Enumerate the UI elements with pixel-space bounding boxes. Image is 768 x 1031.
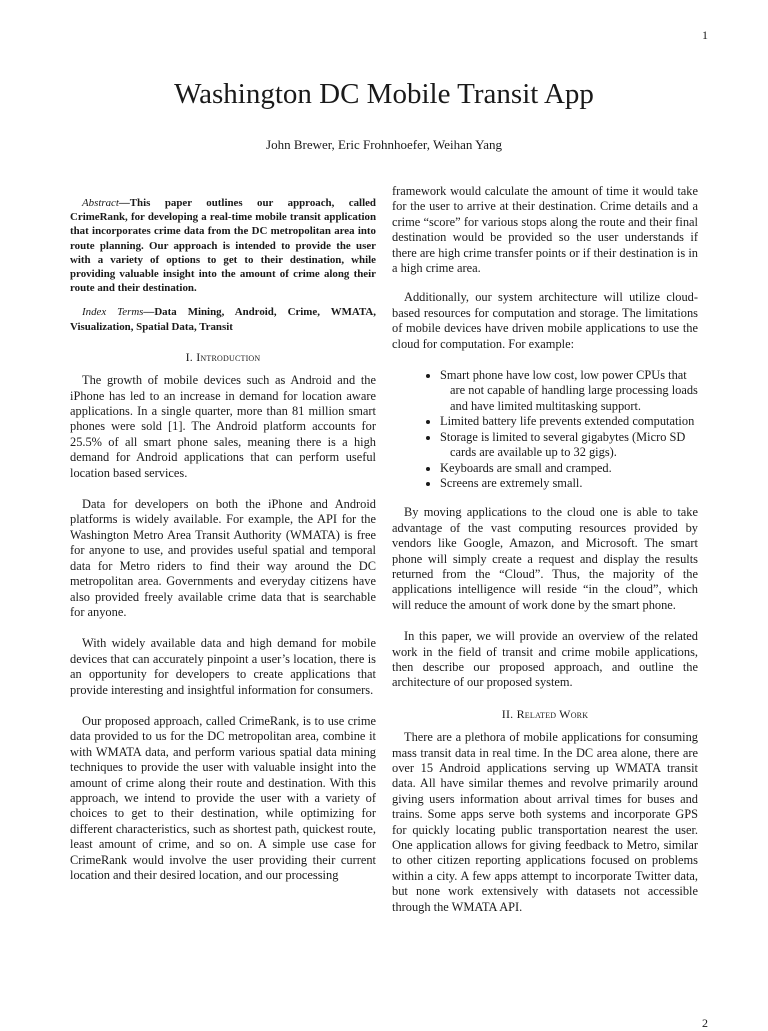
abstract-text: —This paper outlines our approach, called CrimeRank, for developing a real-time mobile transit application that incorporates crime data from the DC metropolitan area into route planning. Our approach is intended to provide the user with a variety of options to get to their destination, while providing valuable insight into the amount of crime along their route and their destination. (70, 197, 376, 295)
list-item (440, 461, 698, 476)
section-number: II. (501, 706, 514, 721)
list-item-text: cards are available up to 32 gigs). (450, 445, 617, 460)
paragraph: With widely available data and high demand for mobile devices that can accurately pinpoint a user’s location, there is an opportunity for developers to create applications that provide interesting and insightful information for consumers. (70, 636, 376, 697)
abstract (70, 196, 376, 295)
paragraph: Data for developers on both the iPhone and Android platforms is widely available. For example, the API for the Washington Metro Area Transit Authority (WMATA) is free for anyone to use, and provides useful spatial and temporal data for Metro riders to find their way around the DC metropolitan area. Governments and everyday citizens have also provided freely available crime data that is searchable for anyone. (70, 497, 376, 619)
bullet-list (392, 368, 698, 491)
list-item-text: Smart phone have low cost, low power CPUs that (440, 368, 687, 383)
list-item (440, 476, 698, 491)
section-number: I. (185, 349, 194, 364)
paper-title: Washington DC Mobile Transit App (174, 78, 594, 110)
list-item-text: are not capable of handling large processing loads and have limited multitasking support. (450, 383, 698, 413)
list-item (440, 414, 698, 429)
abstract-label: Abstract (82, 197, 119, 209)
list-item-text: Keyboards are small and cramped. (440, 460, 612, 475)
paragraph: In this paper, we will provide an overview of the related work in the field of transit and crime mobile applications, then describe our proposed approach, and outline the architecture of our proposed system. (392, 629, 698, 690)
list-item-text: Screens are extremely small. (440, 475, 583, 490)
list-item (440, 368, 698, 414)
section-heading-related-work (392, 707, 698, 722)
index-terms (70, 305, 376, 333)
paper-authors: John Brewer, Eric Frohnhoefer, Weihan Yang (266, 137, 502, 152)
right-column (392, 184, 698, 931)
section-title: Introduction (196, 349, 261, 364)
index-terms-label: Index Terms (82, 306, 144, 319)
paragraph: By moving applications to the cloud one is able to take advantage of the vast computing resources provided by vendors like Google, Amazon, and Microsoft. The smart phone will simply create a request and display the results returned from the “Cloud”. Thus, the majority of the applications intelligence will reside “in the cloud”, which will reduce the amount of work done by the smart phone. (392, 505, 698, 612)
paragraph: framework would calculate the amount of time it would take for the user to arrive at their destination. Crime details and a crime “score” for various stops along the route and their final destination would be provided so the user understands if there are high crime transfer points or if their destination is in a high crime area. (392, 184, 698, 276)
list-item-text: Storage is limited to several gigabytes (Micro SD (440, 429, 686, 444)
list-item-text: Limited battery life prevents extended computation (440, 414, 695, 429)
paragraph: Our proposed approach, called CrimeRank, is to use crime data provided to us for the DC metropolitan area, combine it with WMATA data, and perform various spatial data mining techniques to provide the user with valuable insight into the amount of crime along their route and destination. With this approach, we intend to provide the user with a variety of choices to get to their destination, while optimizing for different characteristics, such as shortest path, quickest route, least amount of crime, and so on. A simple use case for CrimeRank would involve the user providing their current location and their desired location, and our processing (70, 713, 376, 883)
list-item (440, 430, 698, 461)
paragraph: Additionally, our system architecture will utilize cloud-based resources for computation and storage. The limitations of mobile devices have driven mobile applications to use the cloud for computation. For example: (392, 290, 698, 351)
paragraph: There are a plethora of mobile applications for consuming mass transit data in real time. In the DC area alone, there are over 15 Android applications serving up WMATA transit data. All have similar themes and revolve primarily around giving users information about arrival times for buses and trains. Some apps serve both systems and incorporate GPS for quickly locating public transportation nearest the user. One application allows for giving feedback to Metro, similar to other citizen reporting applications focused on problems within a city. A few apps attempt to incorporate Twitter data, but none work extensively with datasets not accessible through the WMATA API. (392, 730, 698, 914)
section-title: Related Work (516, 706, 589, 721)
section-heading-introduction (70, 350, 376, 365)
index-terms-text: —Data Mining, Android, Crime, WMATA, Visualization, Spatial Data, Transit (70, 306, 376, 333)
left-column (70, 184, 376, 899)
page-number: 1 (702, 28, 708, 42)
next-page-number: 2 (702, 1016, 708, 1030)
paragraph: The growth of mobile devices such as Android and the iPhone has led to an increase in demand for location aware applications. In a single quarter, more than 81 million smart phones were sold [1]. The Android platform accounts for 25.5% of all smart phone sales, meaning there is a high demand for Android applications that can perform useful location based services. (70, 373, 376, 480)
